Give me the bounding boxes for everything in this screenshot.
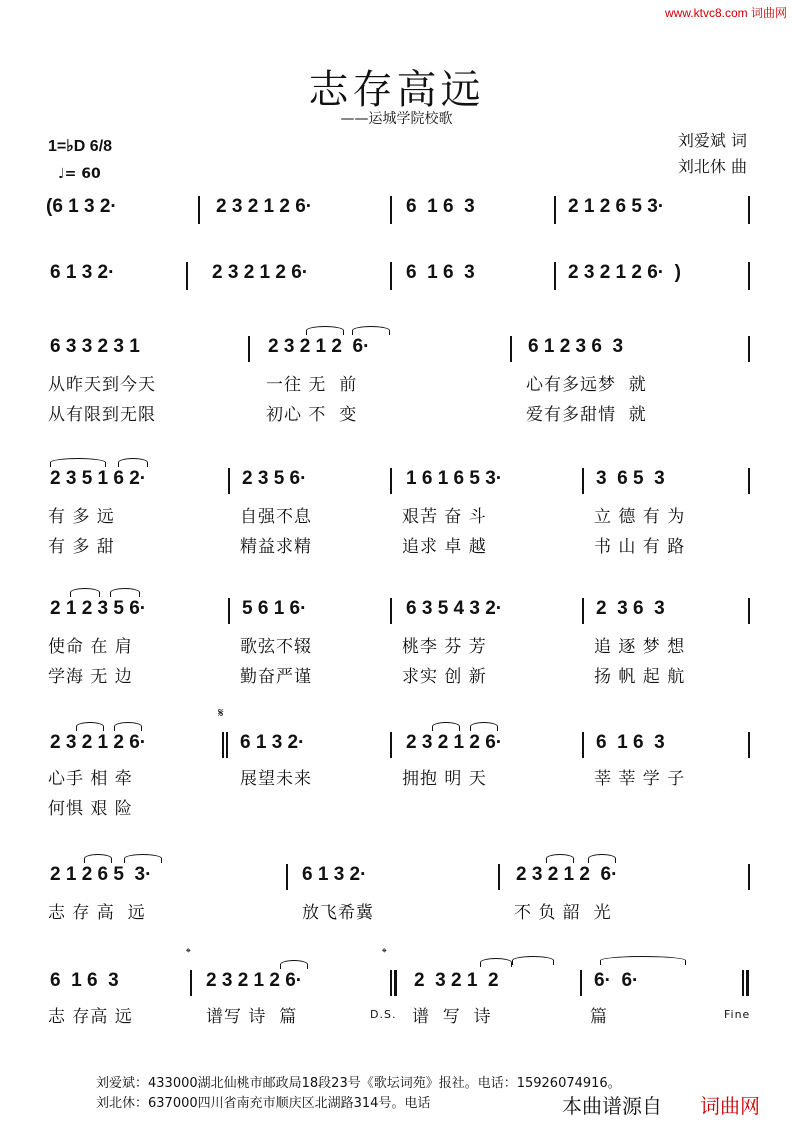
source-site-logo: 词曲网 — [700, 1094, 760, 1118]
coda-symbol: 𝄌 — [186, 946, 191, 961]
measure: 6 3 3 2 3 1 — [50, 336, 140, 357]
lyrics-line-4a: 有 多 远 自强不息 艰苦 奋 斗 立 德 有 为 — [48, 507, 686, 527]
measure: 6 3 5 4 3 2· — [406, 598, 503, 619]
lyricist: 刘爱斌 词 — [677, 131, 747, 150]
measure: 2 3 2 1 2 6· ) — [568, 262, 682, 283]
lyrics-line-6b: 何惧 艰 险 — [48, 799, 133, 819]
fine-mark: Fine — [724, 1008, 751, 1021]
measure: 2 3 2 1 2 6· — [268, 336, 370, 357]
measure: 2 3 6 3 — [596, 598, 665, 619]
tempo-mark: ♩= 60 — [58, 166, 101, 182]
measure: 1 6 1 6 5 3· — [406, 468, 503, 489]
score-line-7 — [40, 864, 760, 894]
measure: 6 1 3 2· — [240, 732, 305, 753]
measure: 5 6 1 6· — [242, 598, 307, 619]
footer-lyricist-address: 刘爱斌：433000湖北仙桃市邮政局18段23号《歌坛词苑》报社。电话：15926074916。 — [96, 1076, 621, 1091]
score-line-2 — [40, 262, 760, 292]
lyrics-line-5a: 使命 在 肩 歌弦不辍 桃李 芬 芳 追 逐 梦 想 — [48, 637, 686, 657]
ds-mark: D.S. — [370, 1008, 397, 1021]
measure: 6· 6· — [594, 970, 639, 991]
segno-symbol: 𝄋 — [218, 706, 224, 721]
measure: 2 1 2 6 5 3· — [568, 196, 665, 217]
composer: 刘北休 曲 — [677, 157, 747, 176]
footer-composer-address: 刘北休：637000四川省南充市顺庆区北湖路314号。电话 — [96, 1096, 431, 1111]
measure: 2 3 5 1 6 2· — [50, 468, 147, 489]
measure: 2 3 2 1 2 6· — [206, 970, 303, 991]
measure: 6 1 6 3 — [596, 732, 665, 753]
measure: 2 1 2 6 5 3· — [50, 864, 152, 885]
lyrics-line-4b: 有 多 甜 精益求精 追求 卓 越 书 山 有 路 — [48, 537, 686, 557]
watermark: www.ktvc8.com 词曲网 — [664, 6, 787, 20]
measure: 6 1 6 3 — [406, 262, 475, 283]
measure: 6 1 2 3 6 3 — [528, 336, 624, 357]
lyrics-line-6a: 心手 相 牵 展望未来 拥抱 明 天 莘 莘 学 子 — [48, 769, 686, 789]
measure: 3 6 5 3 — [596, 468, 665, 489]
score-line-1 — [40, 196, 760, 226]
lyrics-line-3b: 从有限到无限 初心 不 变 爱有多甜情 就 — [48, 405, 647, 425]
measure: 2 3 2 1 2 6· — [50, 732, 147, 753]
lyrics-line-3a: 从昨天到今天 一往 无 前 心有多远梦 就 — [48, 375, 647, 395]
measure: 2 3 2 1 2 6· — [212, 262, 309, 283]
score-line-4 — [40, 468, 760, 498]
lyrics-line-7a: 志 存 高 远 放飞希冀 不 负 韶 光 — [48, 903, 612, 923]
song-subtitle: ——运城学院校歌 — [340, 111, 453, 127]
source-label: 本曲谱源自 — [562, 1094, 662, 1118]
measure: (6 1 3 2· — [46, 196, 117, 217]
measure: 6 1 3 2· — [50, 262, 115, 283]
lyrics-line-8a: 志 存高 远 谱写 诗 篇 D.S. 谱 写 诗 篇 Fine — [48, 1007, 751, 1027]
score-line-3 — [40, 336, 760, 366]
measure: 2 3 2 1 2 — [414, 970, 499, 991]
measure: 2 1 2 3 5 6· — [50, 598, 147, 619]
measure: 6 1 6 3 — [406, 196, 475, 217]
key-signature: 1=♭D 6/8 — [48, 138, 113, 155]
measure: 2 3 2 1 2 6· — [406, 732, 503, 753]
song-title: 志存高远 — [308, 67, 485, 113]
score-line-6 — [40, 732, 760, 762]
measure: 2 3 2 1 2 6· — [516, 864, 618, 885]
score-line-8 — [40, 970, 760, 1000]
measure: 6 1 6 3 — [50, 970, 119, 991]
measure: 2 3 5 6· — [242, 468, 307, 489]
score-line-5 — [40, 598, 760, 628]
measure: 6 1 3 2· — [302, 864, 367, 885]
measure: 2 3 2 1 2 6· — [216, 196, 313, 217]
lyrics-line-5b: 学海 无 边 勤奋严谨 求实 创 新 扬 帆 起 航 — [48, 667, 686, 687]
coda-symbol: 𝄌 — [382, 946, 387, 961]
